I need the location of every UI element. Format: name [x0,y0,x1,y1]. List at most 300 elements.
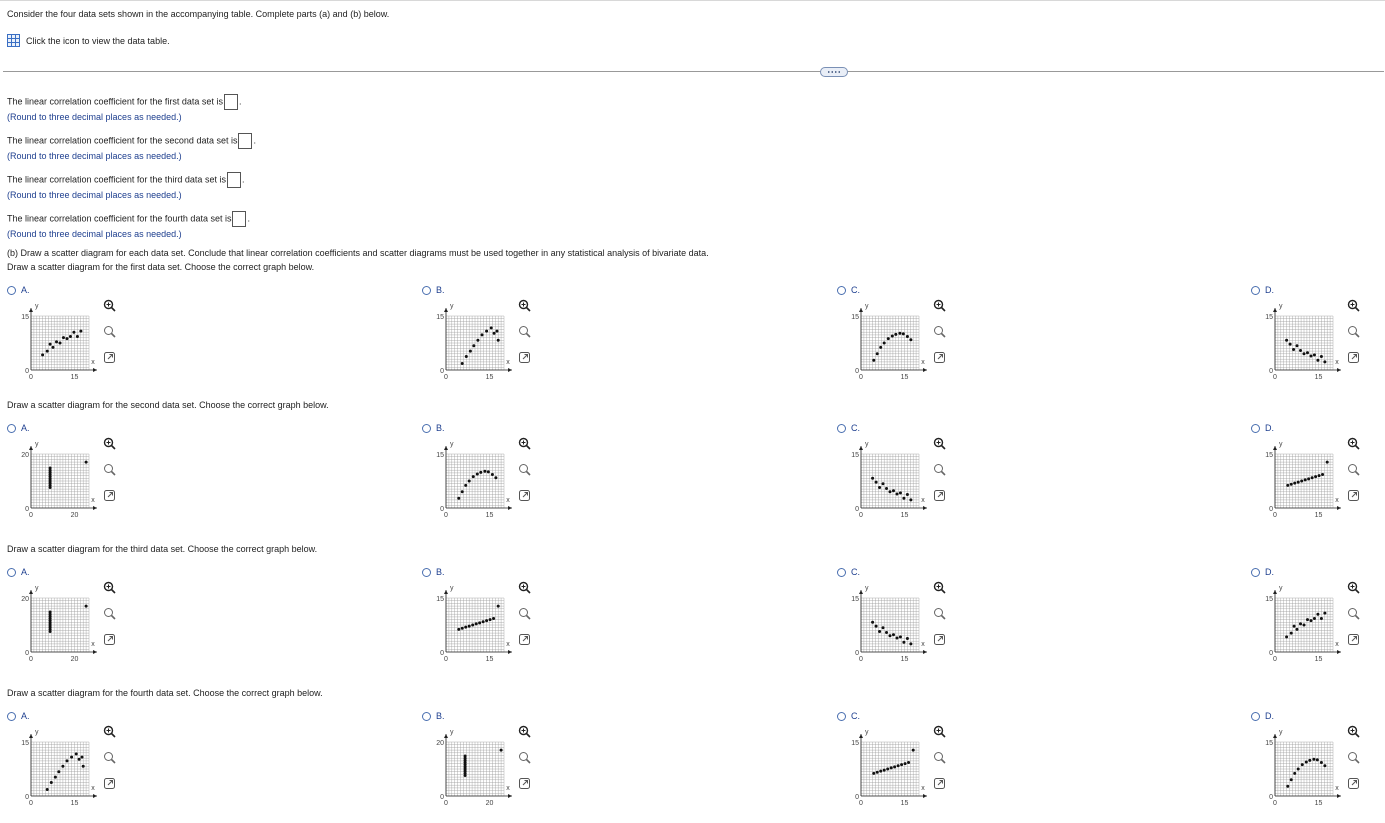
radio-button[interactable] [837,424,846,433]
x-origin-label: 0 [444,656,448,663]
x-tick-label: 15 [485,512,494,519]
data-point [487,470,490,473]
answer-input-4[interactable] [232,211,246,227]
data-point [885,631,888,634]
scatter-plot [839,578,939,678]
x-origin-label: 0 [29,374,33,381]
radio-button[interactable] [7,424,16,433]
zoom-in-icon[interactable] [1347,437,1360,450]
option-label: A. [21,711,30,721]
y-tick-label: 20 [436,740,444,747]
zoom-in-icon[interactable] [933,437,946,450]
data-point [1307,477,1310,480]
data-point [1303,624,1306,627]
data-point [1285,339,1288,342]
data-point [1312,758,1315,761]
data-point [82,765,85,768]
x-axis-label: x [921,785,925,792]
open-external-icon[interactable] [933,489,946,502]
y-tick-label: 15 [21,314,29,321]
y-tick-label: 15 [436,596,444,603]
data-point [1311,476,1314,479]
scatter-prompt-3: Draw a scatter diagram for the third data set. Choose the correct graph below. [7,544,318,554]
option-label: C. [851,285,860,295]
data-point [1316,758,1319,761]
open-external-icon[interactable] [933,633,946,646]
x-axis-label: x [1335,359,1339,366]
data-point [55,340,58,343]
scatter-plot [1253,578,1353,678]
zoom-out-icon[interactable] [103,463,116,476]
data-point [493,332,496,335]
x-axis-label: x [506,497,510,504]
x-axis-label: x [91,497,95,504]
plot-grid [446,742,504,796]
data-point [464,755,467,758]
zoom-out-icon[interactable] [933,751,946,764]
data-point [496,330,499,333]
y-tick-label: 15 [1265,314,1273,321]
data-point [52,346,55,349]
data-point [878,630,881,633]
period: . [247,213,250,224]
plot-grid [1275,742,1333,796]
data-point [485,330,488,333]
option-label: C. [851,423,860,433]
y-origin-label: 0 [1269,506,1273,513]
y-axis-label: y [35,729,39,736]
zoom-in-icon[interactable] [103,299,116,312]
open-external-icon[interactable] [1347,777,1360,790]
option-label: D. [1265,423,1274,433]
zoom-out-icon[interactable] [1347,325,1360,338]
data-point [468,480,471,483]
data-point [75,752,78,755]
y-axis-label: y [1279,729,1283,736]
zoom-in-icon[interactable] [518,299,531,312]
data-point [472,475,475,478]
scatter-prompt-1: Draw a scatter diagram for the first data set. Choose the correct graph below. [7,262,315,272]
data-point [1308,759,1311,762]
table-grid-icon[interactable] [7,34,20,47]
data-point [468,625,471,628]
data-point [1309,619,1312,622]
data-point [469,350,472,353]
zoom-out-icon[interactable] [103,607,116,620]
data-point [906,493,909,496]
data-point [889,634,892,637]
zoom-in-icon[interactable] [933,299,946,312]
zoom-in-icon[interactable] [103,725,116,738]
option-label: A. [21,423,30,433]
data-point [500,749,503,752]
data-point [899,635,902,638]
data-point [1305,760,1308,763]
y-tick-label: 15 [436,452,444,459]
zoom-in-icon[interactable] [1347,725,1360,738]
data-point [876,352,879,355]
data-point [883,769,886,772]
data-point [1313,353,1316,356]
open-external-icon[interactable] [518,633,531,646]
zoom-out-icon[interactable] [1347,751,1360,764]
x-axis-label: x [506,359,510,366]
y-origin-label: 0 [440,368,444,375]
open-external-icon[interactable] [518,489,531,502]
data-table-link[interactable] [7,34,170,47]
data-point [480,333,483,336]
x-tick-label: 15 [485,656,494,663]
data-point [1320,617,1323,620]
data-point [1323,764,1326,767]
data-point [899,491,902,494]
data-point [497,605,500,608]
open-external-icon[interactable] [933,777,946,790]
x-origin-label: 0 [1273,374,1277,381]
top-border [0,0,1385,1]
zoom-out-icon[interactable] [518,751,531,764]
open-external-icon[interactable] [518,777,531,790]
scatter-prompt-4: Draw a scatter diagram for the fourth data set. Choose the correct graph below. [7,688,323,698]
data-point [909,338,912,341]
data-point [895,636,898,639]
y-origin-label: 0 [1269,650,1273,657]
y-origin-label: 0 [25,794,29,801]
scatter-plot [424,296,524,396]
y-tick-label: 15 [436,314,444,321]
zoom-out-icon[interactable] [103,751,116,764]
zoom-out-icon[interactable] [933,463,946,476]
zoom-in-icon[interactable] [518,437,531,450]
scatter-plot [9,578,109,678]
data-point [1303,352,1306,355]
radio-button[interactable] [422,568,431,577]
data-point [1299,349,1302,352]
data-point [871,477,874,480]
data-point [471,624,474,627]
rounding-hint: (Round to three decimal places as needed.) [7,112,182,122]
zoom-out-icon[interactable] [518,607,531,620]
data-point [464,484,467,487]
data-point [472,344,475,347]
data-point [476,472,479,475]
plot-grid [446,454,504,508]
data-point [483,470,486,473]
data-point [1301,763,1304,766]
data-point [465,355,468,358]
zoom-in-icon[interactable] [933,581,946,594]
y-origin-label: 0 [855,368,859,375]
zoom-out-icon[interactable] [1347,463,1360,476]
data-point [1314,475,1317,478]
x-axis-label: x [1335,641,1339,648]
zoom-out-icon[interactable] [1347,607,1360,620]
zoom-in-icon[interactable] [1347,581,1360,594]
rounding-hint: (Round to three decimal places as needed.) [7,190,182,200]
open-external-icon[interactable] [1347,351,1360,364]
data-point [1323,612,1326,615]
open-external-icon[interactable] [103,489,116,502]
data-point [457,628,460,631]
radio-button[interactable] [837,712,846,721]
data-point [1321,473,1324,476]
x-tick-label: 15 [1314,656,1323,663]
data-point [457,497,460,500]
data-point [894,333,897,336]
radio-button[interactable] [1251,424,1260,433]
y-tick-label: 20 [21,596,29,603]
x-tick-label: 15 [900,656,909,663]
ellipsis-icon [827,71,841,73]
zoom-in-icon[interactable] [518,725,531,738]
scatter-plot [839,296,939,396]
radio-button[interactable] [7,568,16,577]
y-axis-label: y [865,303,869,310]
open-external-icon[interactable] [103,777,116,790]
data-point [898,332,901,335]
y-origin-label: 0 [25,506,29,513]
x-origin-label: 0 [1273,656,1277,663]
plot-grid [446,598,504,652]
question-text: The linear correlation coefficient for the fourth data set is [7,213,232,224]
data-point [1309,354,1312,357]
data-point [482,620,485,623]
option-label: B. [436,711,445,721]
x-axis-label: x [91,359,95,366]
data-point [892,633,895,636]
data-point [475,622,478,625]
y-axis-label: y [865,441,869,448]
data-point [1323,360,1326,363]
question-text: The linear correlation coefficient for the first data set is [7,96,223,107]
x-axis-label: x [91,785,95,792]
radio-button[interactable] [1251,568,1260,577]
period: . [241,174,245,185]
x-tick-label: 20 [70,512,79,519]
data-point [1306,618,1309,621]
data-point [1296,344,1299,347]
option-label: B. [436,423,445,433]
y-origin-label: 0 [855,506,859,513]
scatter-plot [424,722,524,822]
data-point [1296,628,1299,631]
x-tick-label: 15 [900,374,909,381]
y-axis-label: y [1279,303,1283,310]
answer-input-2[interactable] [238,133,252,149]
data-point [70,756,73,759]
data-point [461,490,464,493]
data-point [1320,761,1323,764]
x-tick-label: 15 [900,512,909,519]
data-point [485,619,488,622]
data-point [1304,478,1307,481]
data-point [1297,768,1300,771]
rounding-hint: (Round to three decimal places as needed.) [7,151,182,161]
zoom-out-icon[interactable] [103,325,116,338]
answer-input-1[interactable] [224,94,238,110]
zoom-out-icon[interactable] [518,463,531,476]
y-tick-label: 15 [851,314,859,321]
radio-button[interactable] [422,286,431,295]
scatter-plot [9,434,109,534]
x-tick-label: 15 [70,374,79,381]
data-point [41,353,44,356]
zoom-in-icon[interactable] [1347,299,1360,312]
x-axis-label: x [1335,497,1339,504]
data-point [1313,617,1316,620]
scatter-prompt-2: Draw a scatter diagram for the second data set. Choose the correct graph below. [7,400,329,410]
open-external-icon[interactable] [518,351,531,364]
x-origin-label: 0 [29,656,33,663]
radio-button[interactable] [837,568,846,577]
data-point [49,611,52,614]
x-axis-label: x [921,359,925,366]
data-point [1299,622,1302,625]
plot-grid [31,742,89,796]
y-axis-label: y [450,585,454,592]
open-external-icon[interactable] [1347,633,1360,646]
data-point [490,326,493,329]
data-point [494,476,497,479]
zoom-out-icon[interactable] [933,325,946,338]
data-point [1290,778,1293,781]
data-point [887,337,890,340]
open-external-icon[interactable] [933,351,946,364]
y-tick-label: 15 [851,452,859,459]
data-point [61,765,64,768]
data-point [46,350,49,353]
answer-input-3[interactable] [227,172,241,188]
option-label: D. [1265,567,1274,577]
data-point [902,641,905,644]
x-tick-label: 15 [485,374,494,381]
data-point [65,759,68,762]
radio-button[interactable] [837,286,846,295]
data-table-link-text[interactable]: Click the icon to view the data table. [26,35,170,46]
plot-grid [861,316,919,370]
data-point [878,486,881,489]
data-point [1306,351,1309,354]
x-origin-label: 0 [859,656,863,663]
period: . [253,135,256,146]
correlation-question-3 [7,172,244,202]
data-point [906,637,909,640]
correlation-question-4 [7,211,250,241]
zoom-in-icon[interactable] [518,581,531,594]
x-axis-label: x [506,785,510,792]
data-point [1318,474,1321,477]
option-label: C. [851,711,860,721]
open-external-icon[interactable] [103,351,116,364]
data-point [497,339,500,342]
y-axis-label: y [865,729,869,736]
x-tick-label: 20 [70,656,79,663]
data-point [464,626,467,629]
correlation-question-2 [7,133,256,163]
option-label: C. [851,567,860,577]
data-point [72,331,75,334]
radio-button[interactable] [7,712,16,721]
question-text: The linear correlation coefficient for the third data set is [7,174,226,185]
zoom-in-icon[interactable] [103,437,116,450]
data-point [1300,480,1303,483]
x-origin-label: 0 [1273,512,1277,519]
option-label: A. [21,567,30,577]
data-point [872,359,875,362]
data-point [1285,635,1288,638]
zoom-out-icon[interactable] [518,325,531,338]
data-point [479,471,482,474]
data-point [461,362,464,365]
radio-button[interactable] [1251,286,1260,295]
data-point [1292,348,1295,351]
data-point [883,342,886,345]
scatter-plot [839,434,939,534]
data-point [1297,481,1300,484]
y-tick-label: 15 [1265,452,1273,459]
data-point [872,772,875,775]
data-point [76,335,79,338]
data-point [909,642,912,645]
x-tick-label: 15 [1314,800,1323,807]
data-point [879,770,882,773]
radio-button[interactable] [1251,712,1260,721]
x-axis-label: x [921,497,925,504]
radio-button[interactable] [422,712,431,721]
period: . [238,96,242,107]
data-point [49,467,52,470]
data-point [891,334,894,337]
y-tick-label: 15 [21,740,29,747]
data-point [81,756,84,759]
zoom-in-icon[interactable] [103,581,116,594]
y-axis-label: y [35,585,39,592]
option-label: B. [436,567,445,577]
option-label: B. [436,285,445,295]
open-external-icon[interactable] [103,633,116,646]
data-point [478,621,481,624]
open-external-icon[interactable] [1347,489,1360,502]
y-origin-label: 0 [440,794,444,801]
y-axis-label: y [35,303,39,310]
x-origin-label: 0 [859,512,863,519]
y-origin-label: 0 [1269,368,1273,375]
data-point [1293,772,1296,775]
data-point [69,335,72,338]
data-point [489,618,492,621]
y-axis-label: y [450,303,454,310]
data-point [882,626,885,629]
y-tick-label: 15 [851,596,859,603]
scatter-plot [1253,434,1353,534]
zoom-out-icon[interactable] [933,607,946,620]
expand-more-button[interactable] [820,67,848,77]
data-point [876,771,879,774]
x-tick-label: 15 [70,800,79,807]
data-point [1293,625,1296,628]
zoom-in-icon[interactable] [933,725,946,738]
y-origin-label: 0 [855,650,859,657]
radio-button[interactable] [422,424,431,433]
option-label: D. [1265,711,1274,721]
data-point [1290,483,1293,486]
y-axis-label: y [1279,441,1283,448]
question-text: The linear correlation coefficient for the second data set is [7,135,238,146]
scatter-plot [1253,722,1353,822]
radio-button[interactable] [7,286,16,295]
x-origin-label: 0 [29,512,33,519]
data-point [46,788,49,791]
